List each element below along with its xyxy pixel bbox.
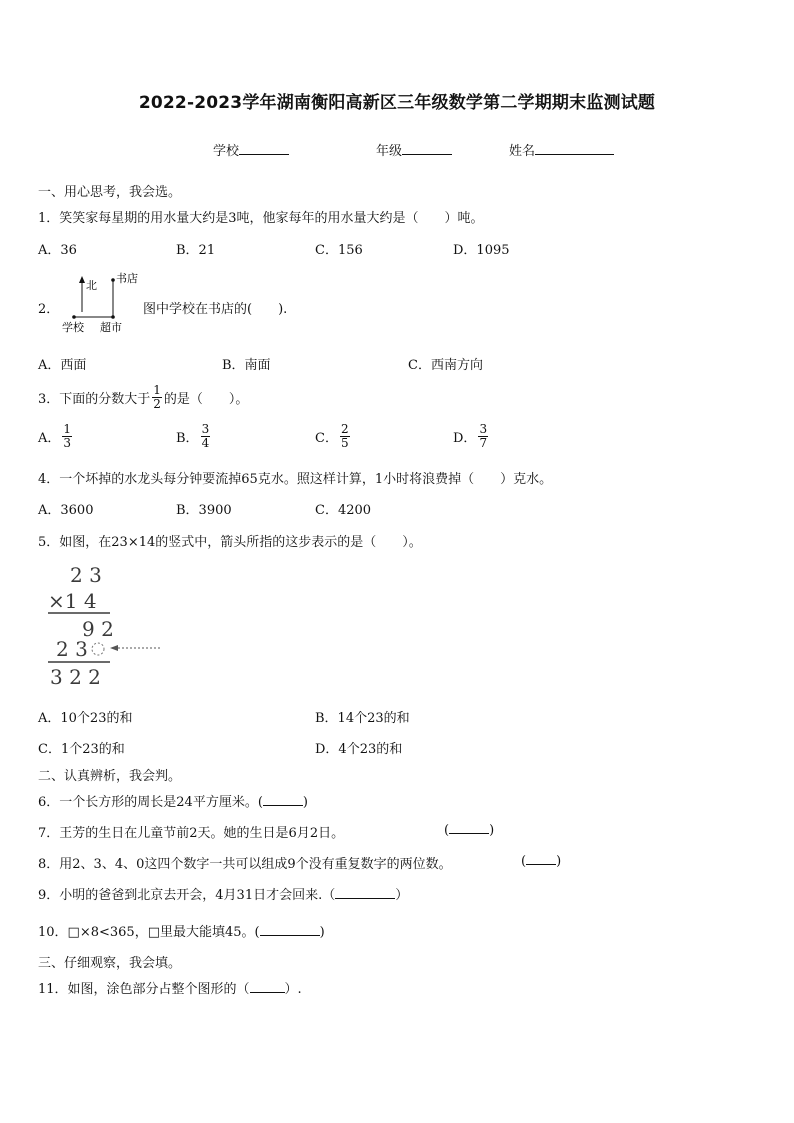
fraction-denominator: 5	[340, 436, 349, 450]
q11-close-paren: ）.	[284, 982, 302, 997]
q9-text: 9．小明的爸爸到北京去开会，4月31日才会回来.（	[38, 888, 336, 903]
q8-answer	[521, 853, 561, 869]
q10-answer-blank[interactable]	[260, 924, 320, 936]
q7-close-paren: )	[489, 823, 495, 838]
q3-option-a[interactable]	[38, 423, 74, 450]
market-label: 超市	[100, 321, 122, 334]
name-label: 姓名	[509, 144, 536, 159]
q9-statement	[38, 884, 408, 903]
q6-text: 6．一个长方形的周长是24平方厘米。(	[38, 795, 263, 810]
q8-statement: 8．用2、3、4、0这四个数字一共可以组成9个没有重复数字的两位数。	[38, 857, 452, 872]
q2-map-diagram	[58, 268, 138, 336]
market-dot	[111, 315, 115, 319]
q10-statement	[38, 921, 325, 940]
grade-blank[interactable]	[402, 142, 452, 155]
q6-statement	[38, 791, 308, 810]
school-blank[interactable]	[239, 142, 289, 155]
q8-close-paren: )	[556, 854, 562, 869]
q5-option-a[interactable]: A．10个23的和	[38, 711, 133, 726]
calc-row-partial-1: 9 2	[82, 617, 114, 641]
name-blank[interactable]	[535, 142, 614, 155]
q1-option-d[interactable]: D．1095	[453, 243, 510, 258]
q7-statement: 7．王芳的生日在儿童节前2天。她的生日是6月2日。	[38, 826, 345, 841]
fraction-numerator: 2	[340, 422, 349, 436]
q5-option-c[interactable]: C．1个23的和	[38, 742, 125, 757]
north-arrow-icon	[79, 276, 85, 283]
school-dot	[72, 315, 76, 319]
option-label: C．	[315, 431, 338, 446]
q3-option-c[interactable]	[315, 423, 352, 450]
q1-option-b[interactable]: B．21	[176, 243, 216, 258]
fraction-denominator: 7	[479, 436, 488, 450]
q5-stem: 5．如图，在23×14的竖式中，箭头所指的这步表示的是（ ）。	[38, 535, 422, 550]
section-3-heading: 三、仔细观察，我会填。	[38, 956, 182, 971]
name-field	[509, 140, 614, 159]
section-2-heading: 二、认真辨析，我会判。	[38, 769, 182, 784]
school-label: 学校	[213, 144, 240, 159]
fraction-denominator: 2	[153, 397, 161, 411]
q5-option-b[interactable]: B．14个23的和	[315, 711, 410, 726]
q8-open-paren: (	[521, 854, 527, 869]
option-label: A．	[38, 431, 61, 446]
q8-answer-blank[interactable]	[526, 853, 556, 865]
fraction-numerator: 3	[201, 422, 210, 436]
option-fraction	[201, 423, 211, 450]
calc-row-result: 3 2 2	[50, 665, 101, 689]
q7-answer	[444, 822, 494, 838]
q10-close-paren: )	[319, 925, 325, 940]
q5-vertical-multiplication	[44, 560, 168, 690]
calc-row-multiplier: ×1 4	[48, 589, 97, 613]
q4-stem: 4．一个坏掉的水龙头每分钟要流掉65克水。照这样计算，1小时将浪费掉（ ）克水。	[38, 472, 553, 487]
q1-option-a[interactable]: A．36	[38, 243, 77, 258]
option-fraction	[340, 423, 350, 450]
q2-stem: 图中学校在书店的( ).	[143, 302, 288, 317]
fraction-numerator: 1	[153, 383, 161, 397]
q4-option-a[interactable]: A．3600	[38, 503, 94, 518]
q7-open-paren: (	[444, 823, 450, 838]
q3-stem	[38, 384, 248, 411]
q1-stem: 1．笑笑家每星期的用水量大约是3吨，他家每年的用水量大约是（ ）吨。	[38, 211, 484, 226]
q3-stem-fraction	[152, 384, 162, 411]
option-fraction	[62, 423, 72, 450]
q2-option-a[interactable]: A．西面	[38, 358, 87, 373]
north-label: 北	[86, 279, 97, 292]
option-label: B．	[176, 431, 199, 446]
q2-number: 2．	[38, 302, 60, 317]
calc-row-multiplicand: 2 3	[70, 563, 102, 587]
fraction-denominator: 4	[201, 436, 210, 450]
arrow-head-icon	[110, 645, 118, 651]
grade-field	[376, 140, 452, 159]
q11-answer-blank[interactable]	[250, 981, 285, 993]
q9-answer-blank[interactable]	[335, 887, 395, 899]
q6-answer-blank[interactable]	[263, 794, 303, 806]
q10-text: 10．□×8<365，□里最大能填45。(	[38, 925, 260, 940]
fraction-numerator: 3	[479, 422, 488, 436]
q4-option-c[interactable]: C．4200	[315, 503, 372, 518]
fraction-numerator: 1	[63, 422, 72, 436]
section-1-heading: 一、用心思考，我会选。	[38, 185, 182, 200]
q11-text: 11．如图，涂色部分占整个图形的（	[38, 982, 250, 997]
q2-option-b[interactable]: B．南面	[222, 358, 271, 373]
q1-option-c[interactable]: C．156	[315, 243, 363, 258]
option-label: D．	[453, 431, 477, 446]
q2-option-c[interactable]: C．西南方向	[408, 358, 483, 373]
school-field	[213, 140, 289, 159]
calc-row-partial-2: 2 3	[56, 637, 88, 661]
bookstore-label: 书店	[116, 272, 138, 285]
q9-close-paren: ）	[395, 888, 409, 903]
q6-close-paren: )	[302, 795, 308, 810]
grade-label: 年级	[376, 144, 403, 159]
q5-option-d[interactable]: D．4个23的和	[315, 742, 403, 757]
q11-stem	[38, 978, 302, 997]
q3-option-d[interactable]	[453, 423, 490, 450]
option-fraction	[478, 423, 488, 450]
fraction-denominator: 3	[63, 436, 72, 450]
school-label: 学校	[62, 321, 84, 334]
q4-option-b[interactable]: B．3900	[176, 503, 232, 518]
bookstore-dot	[111, 278, 115, 282]
q3-stem-after: 的是（ ）。	[163, 392, 249, 407]
q3-option-b[interactable]	[176, 423, 212, 450]
q3-stem-before: 3．下面的分数大于	[38, 392, 151, 407]
page-title: 2022-2023学年湖南衡阳高新区三年级数学第二学期期末监测试题	[138, 93, 656, 113]
placeholder-zero-icon	[92, 643, 104, 655]
q7-answer-blank[interactable]	[449, 822, 489, 834]
